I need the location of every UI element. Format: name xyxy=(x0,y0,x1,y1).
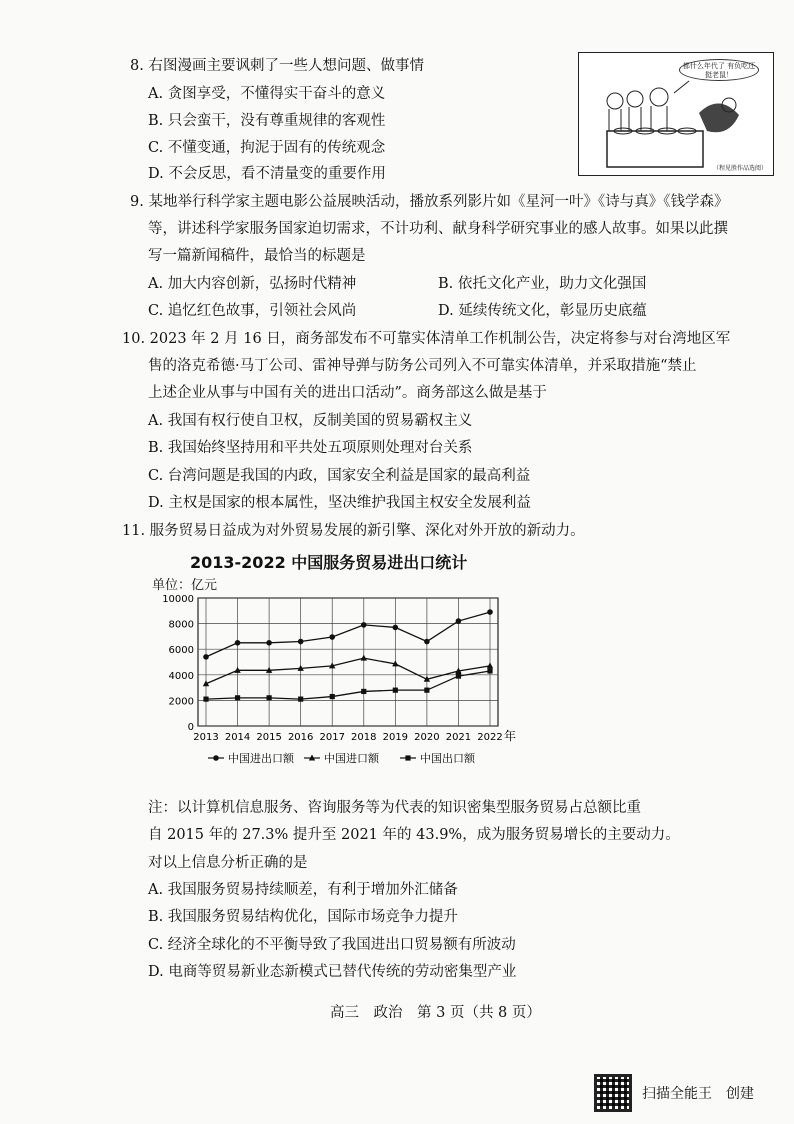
cartoon-caption: （程见胜作品选阅） xyxy=(712,165,767,172)
q10-line-3: 上述企业从事与中国有关的进出口活动”。商务部这么做是基于 xyxy=(148,385,547,401)
series-line xyxy=(206,612,490,657)
q10-line-2: 售的洛克希德·马丁公司、雷神导弹与防务公司列入不可靠实体清单，并采取措施“禁止 xyxy=(148,358,697,374)
q11-option-b: B. 我国服务贸易结构优化，国际市场竞争力提升 xyxy=(148,909,458,925)
x-tick-label: 2020 xyxy=(414,732,440,743)
x-tick-label: 2021 xyxy=(445,732,472,743)
q8-option-d: D. 不会反思，看不清量变的重要作用 xyxy=(148,166,386,182)
x-tick-label: 2022 xyxy=(477,732,503,743)
q10-option-d: D. 主权是国家的根本属性，坚决维护我国主权安全发展利益 xyxy=(148,495,531,511)
y-tick-label: 6000 xyxy=(168,645,194,657)
data-point xyxy=(361,622,367,628)
x-tick-label: 2017 xyxy=(319,732,345,743)
q10-line-1: 10. 2023 年 2 月 16 日，商务部发布不可靠实体清单工作机制公告，决定将参与对台湾地区军 xyxy=(122,331,731,347)
series-line xyxy=(206,658,490,684)
q9-line-2: 等，讲述科学家服务国家迫切需求，不计功利、献身科学研究事业的感人故事。如果以此撰 xyxy=(148,221,728,237)
cartoon-speech-bubble: 都什么年代了 有负吃还挺老鼠！ xyxy=(679,59,759,81)
data-point xyxy=(203,697,208,702)
x-axis-label: 年 xyxy=(504,729,517,743)
data-point xyxy=(456,618,462,624)
data-point xyxy=(487,662,493,668)
data-point xyxy=(456,673,461,678)
series-line xyxy=(206,671,490,699)
data-point xyxy=(424,639,430,645)
q10-option-b: B. 我国始终坚持用和平共处五项原则处理对台关系 xyxy=(148,440,473,456)
q8-stem: 8. 右图漫画主要讽刺了一些人想问题、做事情 xyxy=(130,58,424,74)
x-tick-label: 2014 xyxy=(224,732,251,743)
page-footer: 高三 政治 第 3 页（共 8 页） xyxy=(330,1005,541,1021)
data-point xyxy=(213,755,219,761)
q9-option-b: B. 依托文化产业，助力文化强国 xyxy=(438,276,647,292)
data-point xyxy=(487,609,493,615)
q11-note-line-1: 注：以计算机信息服务、咨询服务等为代表的知识密集型服务贸易占总额比重 xyxy=(148,800,641,816)
q11-option-c: C. 经济全球化的不平衡导致了我国进出口贸易额有所波动 xyxy=(148,937,516,953)
chart-title: 2013-2022 中国服务贸易进出口统计 xyxy=(190,553,468,572)
qr-code-icon xyxy=(594,1074,632,1112)
scanner-brand: 扫描全能王 创建 xyxy=(642,1086,754,1102)
q10-option-c: C. 台湾问题是我国的内政，国家安全利益是国家的最高利益 xyxy=(148,468,531,484)
q8-option-a: A. 贪图享受，不懂得实干奋斗的意义 xyxy=(148,86,386,102)
data-point xyxy=(424,688,429,693)
legend-label: 中国进出口额 xyxy=(228,752,294,765)
q9-option-c: C. 追忆红色故事，引领社会风尚 xyxy=(148,303,357,319)
data-point xyxy=(361,689,366,694)
q9-line-1: 9. 某地举行科学家主题电影公益展映活动，播放系列影片如《星河一叶》《诗与真》《钱学森》 xyxy=(130,194,729,210)
y-tick-label: 2000 xyxy=(168,696,194,708)
data-point xyxy=(266,640,272,646)
legend-label: 中国出口额 xyxy=(420,752,475,765)
legend-label: 中国进口额 xyxy=(324,752,379,765)
q11-note-line-2: 自 2015 年的 27.3% 提升至 2021 年的 43.9%，成为服务贸易增长的主要动力。 xyxy=(148,827,680,843)
y-tick-label: 4000 xyxy=(168,670,194,682)
data-point xyxy=(393,625,399,631)
x-tick-label: 2013 xyxy=(193,732,219,743)
data-point xyxy=(235,640,241,646)
data-point xyxy=(329,634,335,640)
x-tick-label: 2016 xyxy=(287,732,314,743)
data-point xyxy=(235,695,240,700)
x-tick-label: 2018 xyxy=(351,732,377,743)
data-point xyxy=(361,655,367,661)
q8-option-b: B. 只会蛮干，没有尊重规律的客观性 xyxy=(148,113,386,129)
data-point xyxy=(298,697,303,702)
y-tick-label: 8000 xyxy=(168,619,194,631)
data-point xyxy=(203,654,209,660)
q8-option-c: C. 不懂变通，拘泥于固有的传统观念 xyxy=(148,140,386,156)
data-point xyxy=(330,694,335,699)
x-tick-label: 2019 xyxy=(382,732,409,743)
q11-ask: 对以上信息分析正确的是 xyxy=(148,855,308,871)
data-point xyxy=(298,639,304,645)
q11-option-a: A. 我国服务贸易持续顺差，有利于增加外汇储备 xyxy=(148,882,458,898)
cartoon-drawing xyxy=(579,53,775,177)
data-point xyxy=(405,755,410,760)
q11-option-d: D. 电商等贸易新业态新模式已替代传统的劳动密集型产业 xyxy=(148,964,517,980)
y-tick-label: 10000 xyxy=(162,594,194,605)
q9-line-3: 写一篇新闻稿件，最恰当的标题是 xyxy=(148,248,366,264)
data-point xyxy=(487,668,492,673)
q10-option-a: A. 我国有权行使自卫权，反制美国的贸易霸权主义 xyxy=(148,413,473,429)
q11-stem: 11. 服务贸易日益成为对外贸易发展的新引擎、深化对外开放的新动力。 xyxy=(122,523,585,539)
y-tick-label: 0 xyxy=(187,722,194,733)
chart-unit-label: 单位：亿元 xyxy=(152,578,218,593)
cartoon-image xyxy=(578,52,774,176)
data-point xyxy=(267,695,272,700)
line-chart xyxy=(150,588,530,768)
data-point xyxy=(393,688,398,693)
q9-option-d: D. 延续传统文化，彰显历史底蕴 xyxy=(438,303,647,319)
q9-option-a: A. 加大内容创新，弘扬时代精神 xyxy=(148,276,357,292)
x-tick-label: 2015 xyxy=(256,732,282,743)
